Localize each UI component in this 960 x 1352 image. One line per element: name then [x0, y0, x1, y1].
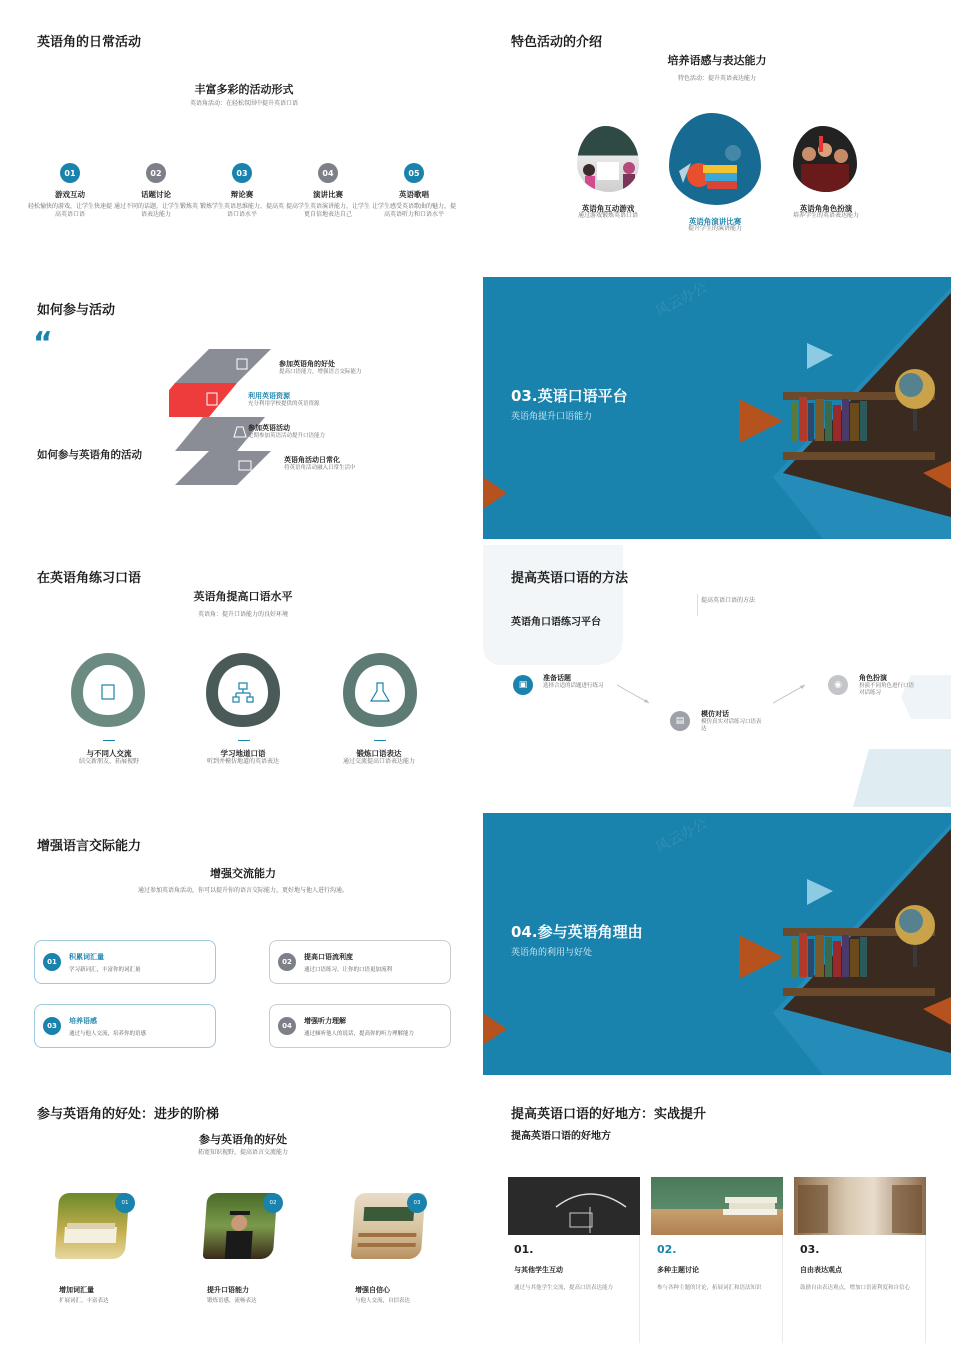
- step-label: 利用英语资源: [248, 392, 290, 400]
- method-label: 模仿对话: [701, 710, 729, 718]
- section-slide-04: [483, 813, 951, 1075]
- slide-heading: 培养语感与表达能力: [667, 54, 767, 67]
- skill-desc: 通过倾听他人的说话，提高你的听力理解能力: [304, 1030, 415, 1037]
- ring-graphic: [202, 649, 284, 731]
- number-badge: 05: [404, 163, 424, 183]
- chalkboard-photo: [508, 1177, 640, 1235]
- section-subtitle: 英语角的利用与好处: [511, 948, 593, 958]
- method-desc: 扮演不同角色进行口语对话练习: [859, 683, 915, 697]
- card-number: 02.: [657, 1243, 677, 1256]
- section-title: 03.英语口语平台: [511, 387, 628, 405]
- card-number: 03.: [800, 1243, 820, 1256]
- slide-title: 增强语言交际能力: [37, 839, 142, 854]
- method-item: [859, 673, 919, 698]
- benefit-desc: 听到并模仿地道的英语表达: [206, 758, 279, 765]
- activity-item: [199, 163, 285, 219]
- skill-card: [34, 940, 216, 984]
- step-label: 参加英语活动: [248, 424, 290, 432]
- role-icon: ◉: [828, 675, 848, 695]
- benefit-label: 增强自信心: [355, 1286, 390, 1294]
- section-title: 04.参与英语角理由: [511, 923, 643, 941]
- activity-item: [371, 163, 457, 219]
- activity-label: 游戏互动: [55, 190, 85, 199]
- books-photo: [651, 1177, 783, 1235]
- ring-graphic: [339, 649, 421, 731]
- slide-heading: 参与英语角的好处: [199, 1133, 287, 1146]
- slide-subheading: 通过参加英语角活动，你可以提升你的语言交际能力，更好地与他人进行沟通。: [137, 887, 348, 894]
- skill-label: 增强听力理解: [304, 1016, 346, 1025]
- step-item: [248, 391, 320, 408]
- step-desc: 将英语角活动融入日常生活中: [284, 465, 356, 471]
- role-play-photo: [793, 126, 857, 192]
- number-badge: 04: [318, 163, 338, 183]
- divider: [238, 740, 250, 741]
- slide-daily-activities: [9, 9, 477, 271]
- number-badge: 01: [115, 1193, 135, 1213]
- method-label: 角色扮演: [859, 674, 887, 682]
- number-badge: 02: [146, 163, 166, 183]
- slide-good-places: [483, 1081, 951, 1343]
- benefit-label: 锻炼口语表达: [356, 749, 402, 758]
- number-badge: 02: [263, 1193, 283, 1213]
- benefit-desc: 锻炼语感，流畅表达: [207, 1298, 257, 1304]
- watermark: 风云办公: [652, 815, 710, 857]
- activity-label: 英语歌唱: [399, 190, 429, 199]
- card-label: 自由表达观点: [800, 1266, 842, 1274]
- slide-title: 英语角的日常活动: [37, 35, 142, 50]
- step-item: [279, 359, 362, 376]
- section-decoration: [483, 277, 951, 539]
- library-photo: [794, 1177, 926, 1235]
- benefit-desc: 通过交流提高口语表达能力: [342, 758, 415, 765]
- left-heading: 如何参与英语角的活动: [37, 449, 142, 461]
- benefit-item: [207, 1285, 257, 1305]
- activity-desc: 让学生感受英语歌曲的魅力，提高英语听力和口语水平: [371, 203, 456, 219]
- step-label: 参加英语角的好处: [279, 360, 335, 368]
- speech-contest-photo: [669, 113, 761, 205]
- method-label: 准备话题: [543, 674, 571, 682]
- activity-desc: 轻松愉快的游戏，让学生快速提高英语口语: [27, 203, 112, 219]
- section-subtitle: 英语角提升口语能力: [511, 412, 593, 422]
- method-desc: 模仿真实对话练习口语表达: [701, 719, 762, 733]
- skill-desc: 通过口语练习，让你的口语更加流利: [304, 966, 393, 973]
- activity-label: 辩论赛: [230, 190, 254, 199]
- chat-icon: ▤: [670, 711, 690, 731]
- slide-title: 如何参与活动: [37, 303, 116, 318]
- slide-title: 特色活动的介绍: [511, 35, 603, 50]
- feature-label: 英语角演讲比赛: [688, 217, 742, 226]
- skill-desc: 学习新词汇，丰富你的词汇量: [69, 966, 141, 973]
- number-badge: 03: [407, 1193, 427, 1213]
- place-card: [508, 1177, 640, 1343]
- slide-heading: 提高英语口语的好地方: [511, 1131, 611, 1142]
- benefit-desc: 扩展词汇，丰富表达: [59, 1298, 109, 1304]
- benefit-desc: 结交新朋友、拓展视野: [78, 758, 139, 765]
- card-label: 与其他学生互动: [514, 1266, 563, 1274]
- feature-label: 英语角互动游戏: [581, 204, 635, 213]
- watermark: 风云办公: [652, 279, 710, 321]
- feature-label: 英语角角色扮演: [799, 204, 853, 213]
- step-item: [284, 455, 356, 472]
- slide-benefits-ladder: [9, 1081, 477, 1343]
- number-badge: 03: [232, 163, 252, 183]
- benefit-item: [355, 1285, 410, 1305]
- place-card: [651, 1177, 783, 1343]
- number-badge: 02: [278, 953, 296, 971]
- benefit-label: 增加词汇量: [59, 1286, 94, 1294]
- skill-desc: 通过与他人交流，培养你的语感: [69, 1030, 147, 1037]
- slide-practice-speaking: [9, 545, 477, 807]
- skill-card: [269, 1004, 451, 1048]
- slide-heading: 增强交流能力: [210, 867, 276, 880]
- slide-communication-skills: [9, 813, 477, 1075]
- slide-how-to-participate: [9, 277, 477, 539]
- activity-label: 演讲比赛: [313, 190, 343, 199]
- skill-label: 积累词汇量: [69, 952, 104, 961]
- slide-subheading: 英语角：提升口语能力的良好环境: [197, 611, 288, 618]
- divider: [103, 740, 115, 741]
- note-text: 提高英语口语的方法: [701, 597, 756, 604]
- slide-title: 在英语角练习口语: [37, 571, 142, 586]
- slide-subheading: 拓宽知识视野，提高语言交流能力: [197, 1149, 288, 1156]
- benefit-label: 学习地道口语: [220, 749, 266, 758]
- skill-card: [269, 940, 451, 984]
- skill-card: [34, 1004, 216, 1048]
- slide-improve-methods: [483, 545, 951, 807]
- activity-item: [27, 163, 113, 219]
- activity-label: 话题讨论: [141, 190, 171, 199]
- place-card: [794, 1177, 926, 1343]
- card-desc: 通过与其他学生交流，提高口语表达能力: [514, 1285, 614, 1291]
- quote-mark: “: [33, 326, 53, 361]
- method-desc: 选择合适的话题进行练习: [543, 683, 604, 689]
- activity-item: [285, 163, 371, 219]
- slide-subheading: 英语角活动：在轻松氛围中提升英语口语: [189, 100, 298, 107]
- card-label: 多种主题讨论: [657, 1266, 699, 1274]
- activity-desc: 通过不同的话题，让学生锻炼英语表达能力: [113, 203, 198, 219]
- number-badge: 01: [60, 163, 80, 183]
- activity-desc: 提高学生英语演讲能力，让学生更自信地表达自己: [285, 203, 370, 219]
- skill-label: 培养语感: [69, 1016, 97, 1025]
- slide-subheading: 特色活动：提升英语表达能力: [677, 75, 756, 82]
- feature-desc: 提升学生的演讲能力: [687, 225, 742, 232]
- step-desc: 提高口语能力，增强语言交际能力: [279, 369, 362, 375]
- number-badge: 04: [278, 1017, 296, 1035]
- section-decoration: [483, 813, 951, 1075]
- classroom-photo: [577, 126, 639, 192]
- benefit-label: 与不同人交流: [86, 749, 132, 758]
- step-label: 英语角活动日常化: [284, 456, 340, 464]
- slide-title: 提高英语口语的好地方：实战提升: [511, 1107, 707, 1122]
- slide-heading: 英语角口语练习平台: [511, 617, 601, 628]
- slide-heading: 英语角提高口语水平: [193, 590, 293, 603]
- benefit-item: [59, 1285, 109, 1305]
- card-desc: 参与各种主题的讨论，拓展词汇和语法知识: [657, 1285, 762, 1291]
- slide-featured-activities: [483, 9, 951, 271]
- feature-desc: 培养学生的英语表达能力: [792, 212, 859, 219]
- method-item: [543, 673, 607, 690]
- method-item: [701, 709, 765, 734]
- benefit-desc: 与他人交流，自信表达: [355, 1298, 411, 1304]
- slide-title: 参与英语角的好处：进步的阶梯: [37, 1107, 220, 1122]
- activity-item: [113, 163, 199, 219]
- section-slide-03: [483, 277, 951, 539]
- number-badge: 03: [43, 1017, 61, 1035]
- slide-title: 提高英语口语的方法: [511, 571, 629, 586]
- ring-graphic: [67, 649, 149, 731]
- step-item: [248, 423, 325, 440]
- step-desc: 充分利用学校提供的英语资源: [248, 401, 320, 407]
- benefit-label: 提升口语能力: [207, 1286, 249, 1294]
- divider: [374, 740, 386, 741]
- feature-desc: 通过游戏锻炼英语口语: [577, 212, 638, 219]
- slide-heading: 丰富多彩的活动形式: [194, 83, 294, 96]
- card-number: 01.: [514, 1243, 534, 1256]
- activity-desc: 锻炼学生英语思维能力，提高英语口语水平: [199, 203, 284, 219]
- image-icon: ▣: [513, 675, 533, 695]
- skill-label: 提高口语流利度: [304, 952, 353, 961]
- step-desc: 定期参加英语活动提升口语能力: [248, 433, 326, 439]
- chevron-graphic: [169, 349, 279, 485]
- card-desc: 鼓励自由表达观点，增加口语流利度和自信心: [800, 1285, 911, 1291]
- number-badge: 01: [43, 953, 61, 971]
